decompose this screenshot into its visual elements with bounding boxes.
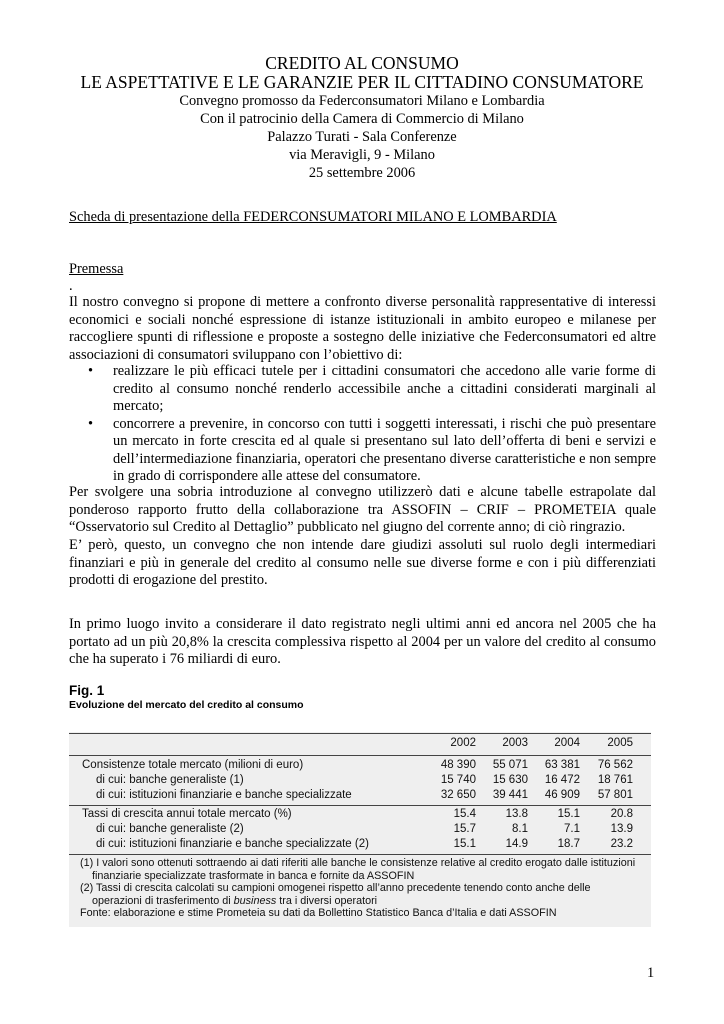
table-header-rule (69, 755, 651, 756)
table-row (69, 774, 651, 790)
header-line-2: Con il patrocinio della Camera di Commercio di Milano (200, 111, 524, 127)
cell-value: 15.4 (453, 808, 476, 820)
header-line-4: via Meravigli, 9 - Milano (289, 147, 435, 163)
cell-value: 18 761 (597, 774, 633, 786)
cell-value: 57 801 (597, 789, 633, 801)
cell-value: 14.9 (505, 838, 528, 850)
year-header: 2003 (502, 737, 528, 749)
note-2-line-1: (2) Tassi di crescita calcolati su campioni omogenei rispetto all’anno precedente tenendo conto anche delle (80, 882, 591, 894)
figure-title: Fig. 1 (69, 683, 105, 698)
header-title-2: LE ASPETTATIVE E LE GARANZIE PER IL CITTADINO CONSUMATORE (80, 72, 644, 92)
paragraph-growth: In primo luogo invito a considerare il dato registrato negli ultimi anni ed ancora nel 2005 che ha portato ad un più 20,8% la crescita complessiva rispetto al 2004 per un valore del credito al consumo che ha superato i 76 miliardi di euro. (69, 616, 656, 667)
cell-value: 8.1 (512, 823, 528, 835)
note-2-emphasis: business (233, 894, 277, 907)
cell-value: 15.7 (453, 823, 476, 835)
table-source: Fonte: elaborazione e stime Prometeia su dati da Bollettino Statistico Banca d’Italia e dati ASSOFIN (80, 907, 557, 919)
table-row (69, 838, 651, 854)
premessa-dot: . (69, 278, 73, 294)
cell-value: 20.8 (610, 808, 633, 820)
cell-value: 39 441 (492, 789, 528, 801)
document-header (40, 54, 684, 182)
note-1-line-1: (1) I valori sono ottenuti sottraendo ai dati riferiti alle banche le consistenze relative al credito erogato dalle istituzioni (80, 857, 636, 869)
row-label: di cui: istituzioni finanziarie e banche specializzate (2) (96, 838, 369, 850)
objective-text: concorrere a prevenire, in concorso con tutti i soggetti interessati, i rischi che può presentare un mercato in forte crescita ed al quale si presentano sul lato dell’offerta di beni e servizi e dell’intermediazione finanziaria, operatori che presentano diverse caratteristiche e non sempre in grado di corrispondere alle attese del consumatore. (113, 415, 656, 484)
bullet-glyph: • (88, 363, 94, 379)
cell-value: 15 630 (492, 774, 528, 786)
figure-subtitle: Evoluzione del mercato del credito al consumo (69, 699, 304, 711)
cell-value: 15 740 (440, 774, 476, 786)
note-2-text: operazioni di trasferimento di (92, 894, 234, 907)
header-line-3: Palazzo Turati - Sala Conferenze (267, 129, 457, 145)
table-mid-rule (69, 805, 651, 806)
table-notes (80, 857, 648, 920)
table-row (69, 789, 651, 805)
cell-value: 76 562 (597, 759, 633, 771)
premessa-heading: Premessa (69, 261, 124, 277)
note-2-line-2 (80, 895, 648, 908)
table-row (69, 823, 651, 839)
header-line-5: 25 settembre 2006 (308, 165, 416, 181)
table-top-rule (69, 733, 651, 734)
note-2-text-end: tra i diversi operatori (276, 894, 378, 907)
paragraph-disclaimer: E’ però, questo, un convegno che non intende dare giudizi assoluti sul ruolo degli intermediari finanziari e più in generale del credito al consumo nelle sue diverse forme e con i più differenziati prodotti di erogazione del prestito. (69, 537, 656, 588)
year-header: 2002 (450, 737, 476, 749)
cell-value: 48 390 (440, 759, 476, 771)
year-header: 2004 (554, 737, 580, 749)
cell-value: 13.8 (505, 808, 528, 820)
cell-value: 18.7 (557, 838, 580, 850)
row-label: di cui: banche generaliste (2) (96, 823, 244, 835)
cell-value: 15.1 (453, 838, 476, 850)
cell-value: 32 650 (440, 789, 476, 801)
row-label: Tassi di crescita annui totale mercato (%) (82, 808, 292, 820)
bullet-glyph: • (88, 415, 94, 432)
page-number: 1 (647, 965, 655, 981)
year-header: 2005 (607, 737, 633, 749)
row-label: Consistenze totale mercato (milioni di euro) (82, 759, 304, 771)
table-row (69, 808, 651, 824)
cell-value: 55 071 (492, 759, 528, 771)
cell-value: 15.1 (557, 808, 580, 820)
paragraph-sources: Per svolgere una sobria introduzione al convegno utilizzerò dati e alcune tabelle estrapolate dal ponderoso rapporto frutto della collaborazione tra ASSOFIN – CRIF – PROMETEIA quale “Osservatorio sul Credito al Dettaglio” pubblicato nel giugno del corrente anno; di ciò ringrazio. (69, 484, 656, 535)
header-title-1: CREDITO AL CONSUMO (265, 53, 459, 73)
cell-value: 7.1 (564, 823, 580, 835)
cell-value: 46 909 (544, 789, 580, 801)
note-1-line-2: finanziarie specializzate trasformate in banca e fornite da ASSOFIN (92, 869, 415, 882)
objective-item (88, 416, 656, 486)
table-bottom-rule (69, 854, 651, 855)
cell-value: 23.2 (610, 838, 633, 850)
cell-value: 63 381 (544, 759, 580, 771)
table-row (69, 759, 651, 775)
intro-paragraph: Il nostro convegno si propone di mettere a confronto diverse personalità rappresentative di interessi economici e sociali nonché espressione di istanze istituzionali in ambito europeo e milanese per raccogliere spunti di riflessione e proposte a sostegno delle iniziative che Federconsumatori ed altre associazioni di consumatori sviluppano con l’obiettivo di: (69, 294, 656, 363)
objectives-list (88, 363, 656, 486)
row-label: di cui: istituzioni finanziarie e banche specializzate (96, 789, 352, 801)
cell-value: 16 472 (544, 774, 580, 786)
objective-text: realizzare le più efficaci tutele per i cittadini consumatori che accedono alle varie forme di credito al consumo nonché renderlo accessibile anche a cittadini considerati marginali al mercato; (113, 363, 656, 414)
header-line-1: Convegno promosso da Federconsumatori Milano e Lombardia (179, 93, 545, 109)
objective-item (88, 363, 656, 416)
cell-value: 13.9 (610, 823, 633, 835)
scheda-heading: Scheda di presentazione della FEDERCONSUMATORI MILANO E LOMBARDIA (69, 209, 557, 225)
table-header-row (69, 737, 651, 753)
row-label: di cui: banche generaliste (1) (96, 774, 244, 786)
